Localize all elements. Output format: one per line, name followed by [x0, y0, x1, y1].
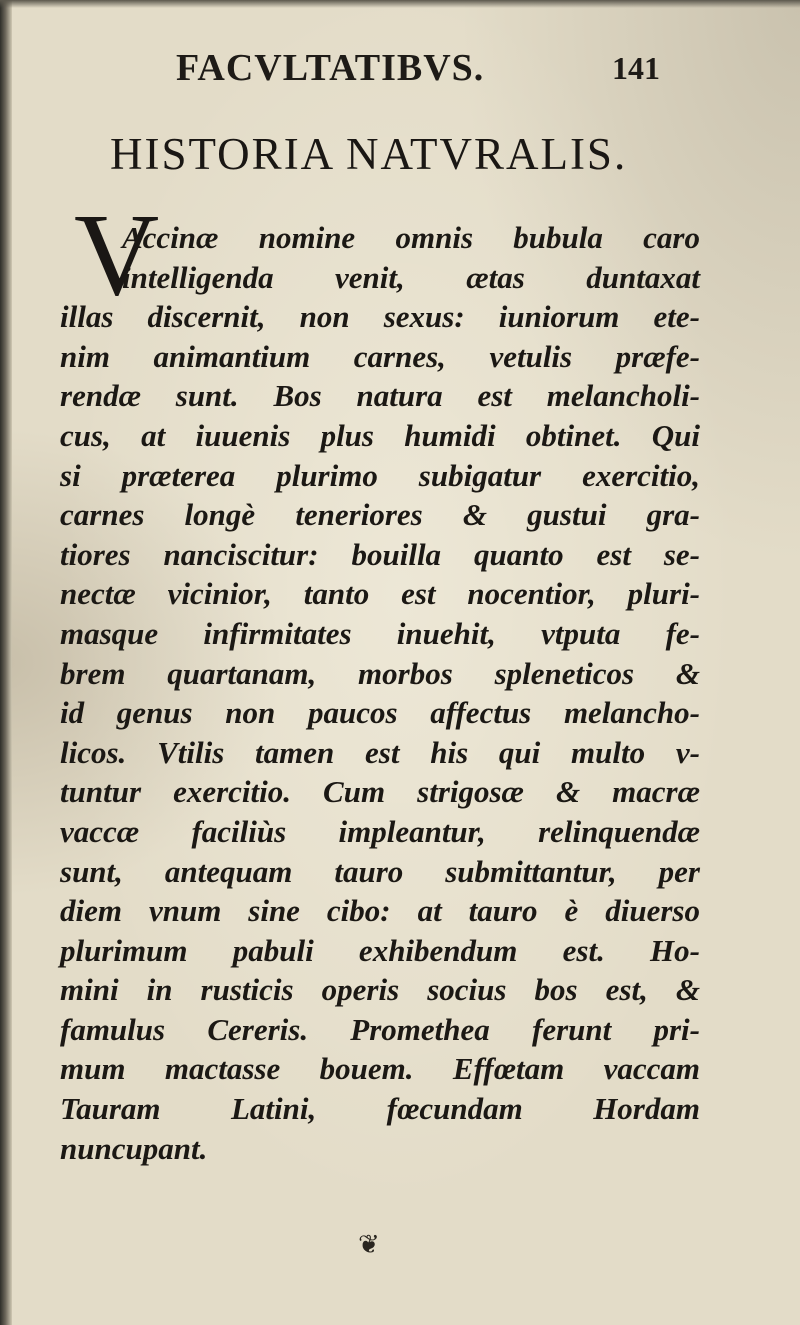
text-line: id genus non paucos affectus melancho-	[60, 695, 700, 731]
binding-edge	[0, 0, 12, 1325]
text-line: tuntur exercitio. Cum strigosæ & macræ	[60, 774, 700, 810]
text-line: diem vnum sine cibo: at tauro è diuerso	[60, 893, 700, 929]
text-line: masque infirmitates inuehit, vtputa fe-	[60, 615, 700, 651]
page-number: 141	[612, 50, 660, 86]
text-line: Tauram Latini, fœcundam Hordam	[60, 1091, 700, 1127]
top-edge-shadow	[0, 0, 800, 8]
text-line: brem quartanam, morbos spleneticos &	[60, 655, 700, 691]
running-head-title: FACVLTATIBVS.	[176, 47, 485, 89]
text-line: rendæ sunt. Bos natura est melancholi-	[60, 378, 700, 414]
text-line: licos. Vtilis tamen est his qui multo v-	[60, 734, 700, 770]
text-line: mum mactasse bouem. Effœtam vaccam	[60, 1051, 700, 1087]
text-line: nim animantium carnes, vetulis præfe-	[60, 338, 700, 374]
text-line: famulus Cereris. Promethea ferunt pri-	[60, 1011, 700, 1047]
drop-initial: V	[74, 189, 160, 320]
text-line: sunt, antequam tauro submittantur, per	[60, 853, 700, 889]
text-line: Accinæ nomine omnis bubula caro	[122, 220, 700, 255]
section-title: HISTORIA NATVRALIS.	[110, 129, 628, 179]
text-line: cus, at iuuenis plus humidi obtinet. Qui	[60, 417, 700, 453]
body-text	[60, 218, 700, 1168]
text-line: illas discernit, non sexus: iuniorum ete-	[60, 299, 700, 335]
text-line: mini in rusticis operis socius bos est, &	[60, 972, 700, 1008]
text-line: carnes longè teneriores & gustui gra-	[60, 497, 700, 533]
text-line: plurimum pabuli exhibendum est. Ho-	[60, 932, 700, 968]
text-line: nuncupant.	[60, 1130, 208, 1166]
text-line: tiores nanciscitur: bouilla quanto est se-	[60, 536, 700, 572]
text-line: intelligenda venit, ætas duntaxat	[122, 259, 700, 295]
ink-blot-icon: ❦	[358, 1230, 380, 1260]
text-line: si præterea plurimo subigatur exercitio,	[60, 457, 700, 493]
text-line: nectæ vicinior, tanto est nocentior, pluri-	[60, 576, 700, 612]
running-head	[0, 46, 800, 96]
text-line: vaccæ faciliùs impleantur, relinquendæ	[60, 813, 700, 849]
